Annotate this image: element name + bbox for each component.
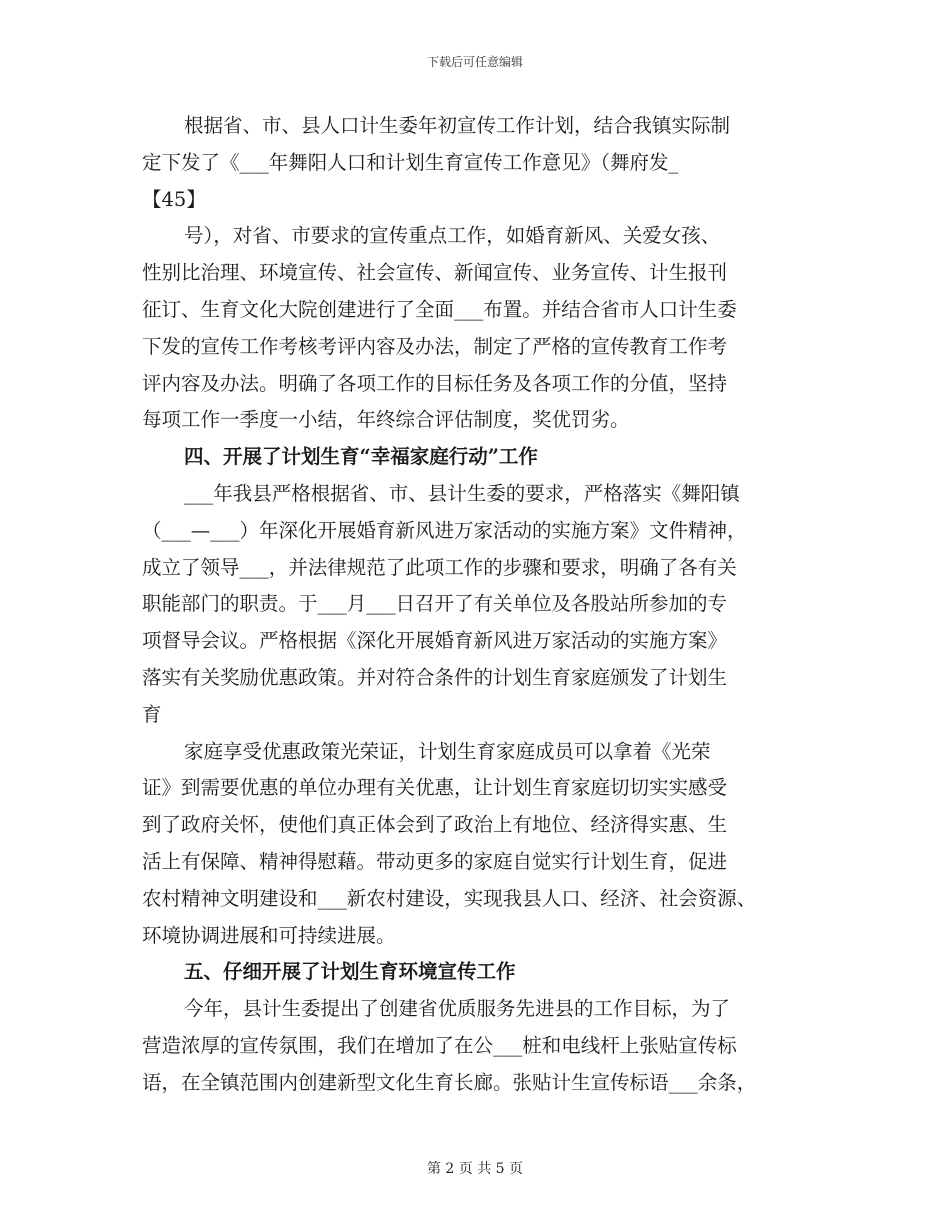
text-line: 下发的宣传工作考核考评内容及办法，制定了严格的宣传教育工作考 bbox=[142, 334, 728, 358]
page-header: 下载后可任意编辑 bbox=[426, 55, 523, 69]
text-line: 落实有关奖励优惠政策。并对符合条件的计划生育家庭颁发了计划生 bbox=[142, 665, 728, 689]
text-line: 职能部门的职责。于___月___日召开了有关单位及各股站所参加的专 bbox=[142, 592, 728, 616]
section-heading: 四、开展了计划生育“幸福家庭行动”工作 bbox=[184, 445, 538, 469]
text-line: 根据省、市、县人口计生委年初宣传工作计划，结合我镇实际制 bbox=[184, 114, 731, 137]
text-line: 今年，县计生委提出了创建省优质服务先进县的工作目标，为了 bbox=[184, 997, 731, 1021]
text-line: 定下发了《___年舞阳人口和计划生育宣传工作意见》（舞府发_ bbox=[142, 150, 679, 174]
text-line: 农村精神文明建设和___新农村建设，实现我县人口、经济、社会资源、 bbox=[142, 886, 757, 910]
text-line: 环境协调进展和可持续进展。 bbox=[142, 923, 396, 947]
text-line: 证》到需要优惠的单位办理有关优惠，让计划生育家庭切切实实感受 bbox=[142, 776, 728, 800]
text-line: 评内容及办法。明确了各项工作的目标任务及各项工作的分值，坚持 bbox=[142, 371, 728, 395]
text-line: 活上有保障、精神得慰藉。带动更多的家庭自觉实行计划生育，促进 bbox=[142, 849, 728, 873]
section-heading: 五、仔细开展了计划生育环境宣传工作 bbox=[184, 960, 516, 984]
text-line: 营造浓厚的宣传氛围，我们在增加了在公___桩和电线杆上张贴宣传标 bbox=[142, 1033, 737, 1057]
text-line: 成立了领导___，并法律规范了此项工作的步骤和要求，明确了各有关 bbox=[142, 555, 737, 579]
text-line: 项督导会议。严格根据《深化开展婚育新风进万家活动的实施方案》 bbox=[142, 629, 728, 653]
text-line: 征订、生育文化大院创建进行了全面___布置。并结合省市人口计生委 bbox=[142, 297, 737, 321]
text-line: 性别比治理、环境宣传、社会宣传、新闻宣传、业务宣传、计生报刊 bbox=[142, 261, 728, 285]
text-line: 育 bbox=[142, 702, 162, 726]
text-line: （___—___）年深化开展婚育新风进万家活动的实施方案》文件精神， bbox=[142, 518, 747, 542]
text-line: 到了政府关怀，使他们真正体会到了政治上有地位、经济得实惠、生 bbox=[142, 813, 728, 837]
text-line: 语，在全镇范围内创建新型文化生育长廊。张贴计生宣传标语___余条， bbox=[142, 1070, 757, 1094]
text-line: 【45】 bbox=[142, 187, 206, 211]
document-body bbox=[142, 108, 822, 1102]
page-footer: 第 2 页 共 5 页 bbox=[426, 1161, 524, 1177]
text-line: ___年我县严格根据省、市、县计生委的要求，严格落实《舞阳镇 bbox=[184, 481, 740, 505]
text-line: 家庭享受优惠政策光荣证，计划生育家庭成员可以拿着《光荣 bbox=[184, 739, 711, 763]
text-line: 每项工作一季度一小结，年终综合评估制度，奖优罚劣。 bbox=[142, 408, 630, 432]
text-line: 号），对省、市要求的宣传重点工作，如婚育新风、关爱女孩、 bbox=[184, 224, 721, 248]
